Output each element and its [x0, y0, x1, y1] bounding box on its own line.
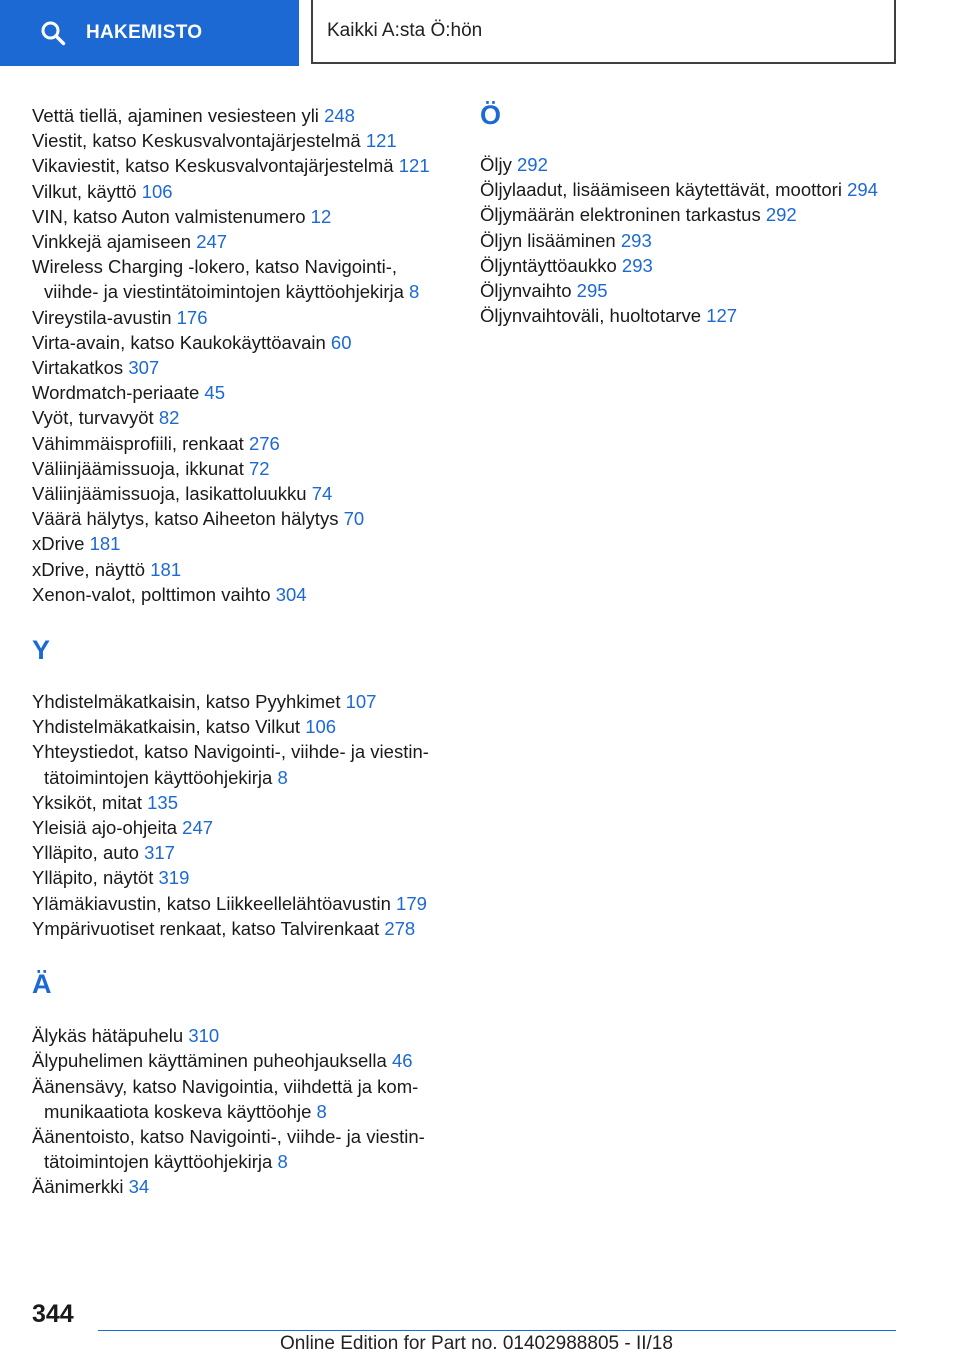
footer-divider — [98, 1330, 896, 1331]
index-entry — [32, 330, 452, 355]
index-entry-text: Ylläpito, auto — [32, 842, 139, 864]
page-link[interactable]: 60 — [330, 331, 352, 353]
page-link[interactable]: 107 — [345, 691, 377, 713]
page-link[interactable]: 292 — [765, 204, 797, 226]
page-link[interactable]: 307 — [128, 357, 160, 379]
index-entry-text: Vilkut, käyttö — [32, 180, 137, 202]
index-entry — [32, 355, 452, 380]
index-entry — [480, 177, 930, 202]
page-link[interactable]: 82 — [158, 407, 180, 429]
index-entry — [32, 1048, 452, 1073]
section-title: Kaikki A:sta Ö:hön — [327, 20, 483, 41]
page-link[interactable]: 179 — [396, 892, 427, 914]
page-link[interactable]: 310 — [188, 1025, 220, 1047]
index-entry — [32, 1074, 452, 1124]
letter-heading-y: Y — [32, 635, 51, 666]
page-link[interactable]: 106 — [305, 716, 337, 738]
index-entry — [480, 278, 930, 303]
index-entry-text: Yhdistelmäkatkaisin, katso Vilkut — [32, 716, 301, 738]
index-entry-text: Ylläpito, näytöt — [32, 867, 154, 889]
index-entry — [480, 303, 930, 328]
index-entry-text: Öljynvaihtoväli, huoltotarve — [480, 305, 702, 327]
index-entry-text: xDrive — [32, 533, 85, 555]
index-entry — [32, 456, 452, 481]
index-entry-text: Wordmatch-periaate — [32, 382, 200, 404]
footer-edition-text: Online Edition for Part no. 01402988805 - II/18 — [280, 1333, 673, 1354]
index-entry-text: Vähimmäisprofiili, renkaat — [32, 432, 244, 454]
index-entry-text: Xenon-valot, polttimon vaihto — [32, 583, 271, 605]
index-entry-text: Yksiköt, mitat — [32, 791, 142, 813]
index-entry — [32, 531, 452, 556]
index-entry-text: Äänimerkki — [32, 1176, 124, 1198]
page-link[interactable]: 176 — [176, 306, 208, 328]
index-entry-text: Öljy — [480, 154, 512, 175]
index-entry — [32, 714, 452, 739]
index-entry — [32, 689, 452, 714]
search-icon — [40, 20, 66, 46]
page-link[interactable]: 293 — [620, 229, 652, 251]
page-link[interactable]: 181 — [89, 533, 121, 555]
page-link[interactable]: 106 — [141, 180, 173, 202]
index-entry — [32, 179, 452, 204]
index-entry-text: Öljyntäyttöaukko — [480, 254, 617, 276]
index-entry-text: Väliinjäämissuoja, lasikattoluukku — [32, 483, 307, 505]
page-link[interactable]: 294 — [847, 179, 878, 201]
index-entry — [32, 891, 452, 916]
index-entry-text: Väärä hälytys, katso Aiheeton hälytys — [32, 508, 339, 530]
search-tab[interactable] — [0, 0, 299, 66]
index-entry-text: Äänentoisto, katso Navigointi-, viihde- ja viestin- tätoimintojen käyttöohjekirja — [32, 1125, 425, 1173]
index-entry — [32, 865, 452, 890]
entry-list-oe — [480, 152, 930, 328]
header — [0, 0, 960, 66]
index-entry — [32, 431, 452, 456]
index-entry — [32, 405, 452, 430]
index-entry — [32, 481, 452, 506]
section-title-box — [311, 0, 896, 64]
index-entry — [32, 815, 452, 840]
index-entry — [480, 228, 930, 253]
index-entry-text: Ylämäkiavustin, katso Liikkeellelähtöavustin — [32, 892, 391, 914]
index-entry-text: Älypuhelimen käyttäminen puheohjauksella — [32, 1050, 387, 1072]
index-entry — [32, 739, 452, 789]
index-entry — [32, 557, 452, 582]
letter-heading-oe: Ö — [480, 100, 502, 130]
page-link[interactable]: 8 — [409, 281, 420, 303]
index-entry — [32, 1174, 452, 1199]
page-link[interactable]: 127 — [706, 305, 738, 327]
index-entry — [32, 916, 452, 941]
index-entry-text: Yhteystiedot, katso Navigointi-, viihde- ja viestin- tätoimintojen käyttöohjekirja — [32, 741, 429, 788]
index-entry-text: Vyöt, turvavyöt — [32, 407, 154, 429]
page-link[interactable]: 292 — [517, 154, 548, 175]
index-entry — [32, 1124, 452, 1174]
index-entry — [32, 254, 452, 304]
page-link[interactable]: 45 — [204, 382, 225, 404]
page-link[interactable]: 8 — [277, 766, 288, 788]
index-entry — [480, 202, 930, 227]
page-number: 344 — [32, 1300, 74, 1328]
page-link[interactable]: 8 — [277, 1151, 288, 1173]
page-link[interactable]: 8 — [316, 1100, 327, 1122]
index-entry-text: Väliinjäämissuoja, ikkunat — [32, 457, 244, 479]
page-link[interactable]: 293 — [621, 254, 653, 276]
index-entry — [32, 1023, 452, 1048]
index-entry-text: Yhdistelmäkatkaisin, katso Pyyhkimet — [32, 691, 341, 713]
letter-heading-ae: Ä — [32, 969, 52, 1000]
page-link[interactable]: 12 — [310, 205, 332, 227]
page-link[interactable]: 74 — [311, 483, 333, 505]
page-link[interactable]: 46 — [391, 1050, 413, 1072]
page-link[interactable]: 276 — [248, 432, 280, 454]
page-link[interactable]: 319 — [158, 867, 190, 889]
index-entry-text: Vikaviestit, katso Keskusvalvontajärjestelmä — [32, 155, 394, 177]
index-entry-text: Öljymäärän elektroninen tarkastus — [480, 204, 761, 226]
index-entry-text: Yleisiä ajo-ohjeita — [32, 817, 178, 839]
page-link[interactable]: 135 — [147, 791, 179, 813]
index-entry — [480, 152, 930, 177]
page-link[interactable]: 70 — [343, 508, 365, 530]
page-link[interactable]: 181 — [150, 558, 182, 580]
entry-list-left — [32, 103, 452, 607]
index-entry-text: Äänensävy, katso Navigointia, viihdettä ja kom- munikaatiota koskeva käyttöohje — [32, 1075, 419, 1122]
page-link[interactable]: 247 — [182, 817, 214, 839]
page-link[interactable]: 247 — [196, 231, 228, 253]
index-entry-text: Virta-avain, katso Kaukokäyttöavain — [32, 331, 326, 353]
index-entry — [32, 103, 452, 128]
index-entry — [32, 582, 452, 607]
index-entry — [32, 790, 452, 815]
index-entry — [32, 153, 452, 178]
page-link[interactable]: 278 — [384, 917, 416, 939]
page-link[interactable]: 317 — [144, 842, 175, 864]
page-link[interactable]: 34 — [128, 1176, 150, 1198]
search-tab-label: HAKEMISTO — [86, 22, 203, 43]
index-entry — [32, 506, 452, 531]
index-entry — [32, 204, 452, 229]
page-link[interactable]: 121 — [365, 130, 397, 152]
index-entry-text: Viestit, katso Keskusvalvontajärjestelmä — [32, 130, 361, 152]
entry-list-ae — [32, 1023, 452, 1199]
index-entry-text: xDrive, näyttö — [32, 558, 146, 580]
index-entry — [32, 229, 452, 254]
index-column-right — [480, 98, 930, 328]
index-entry — [32, 380, 452, 405]
index-entry-text: Vettä tiellä, ajaminen vesiesteen yli — [32, 105, 319, 126]
index-entry-text: Vinkkejä ajamiseen — [32, 231, 192, 253]
page-link[interactable]: 295 — [576, 280, 608, 302]
page-link[interactable]: 72 — [248, 457, 270, 479]
index-entry-text: VIN, katso Auton valmistenumero — [32, 205, 306, 227]
page-link[interactable]: 248 — [324, 105, 355, 126]
index-entry-text: Öljyn lisääminen — [480, 229, 616, 251]
index-entry-text: Älykäs hätäpuhelu — [32, 1025, 184, 1047]
index-column-left — [32, 103, 452, 1200]
index-entry-text: Wireless Charging -lokero, katso Navigointi-, viihde- ja viestintätoimintojen käyttöohjekirja — [32, 256, 404, 303]
page-link[interactable]: 304 — [275, 583, 307, 605]
index-entry-text: Vireystila-avustin — [32, 306, 172, 328]
index-entry — [32, 305, 452, 330]
index-entry-text: Ympärivuotiset renkaat, katso Talvirenkaat — [32, 917, 380, 939]
index-entry — [480, 253, 930, 278]
index-entry — [32, 840, 452, 865]
entry-list-y — [32, 689, 452, 941]
page-link[interactable]: 121 — [398, 155, 430, 177]
index-entry-text: Virtakatkos — [32, 357, 124, 379]
index-entry-text: Öljynvaihto — [480, 280, 572, 302]
index-entry-text: Öljylaadut, lisäämiseen käytettävät, moottori — [480, 179, 842, 201]
index-entry — [32, 128, 452, 153]
